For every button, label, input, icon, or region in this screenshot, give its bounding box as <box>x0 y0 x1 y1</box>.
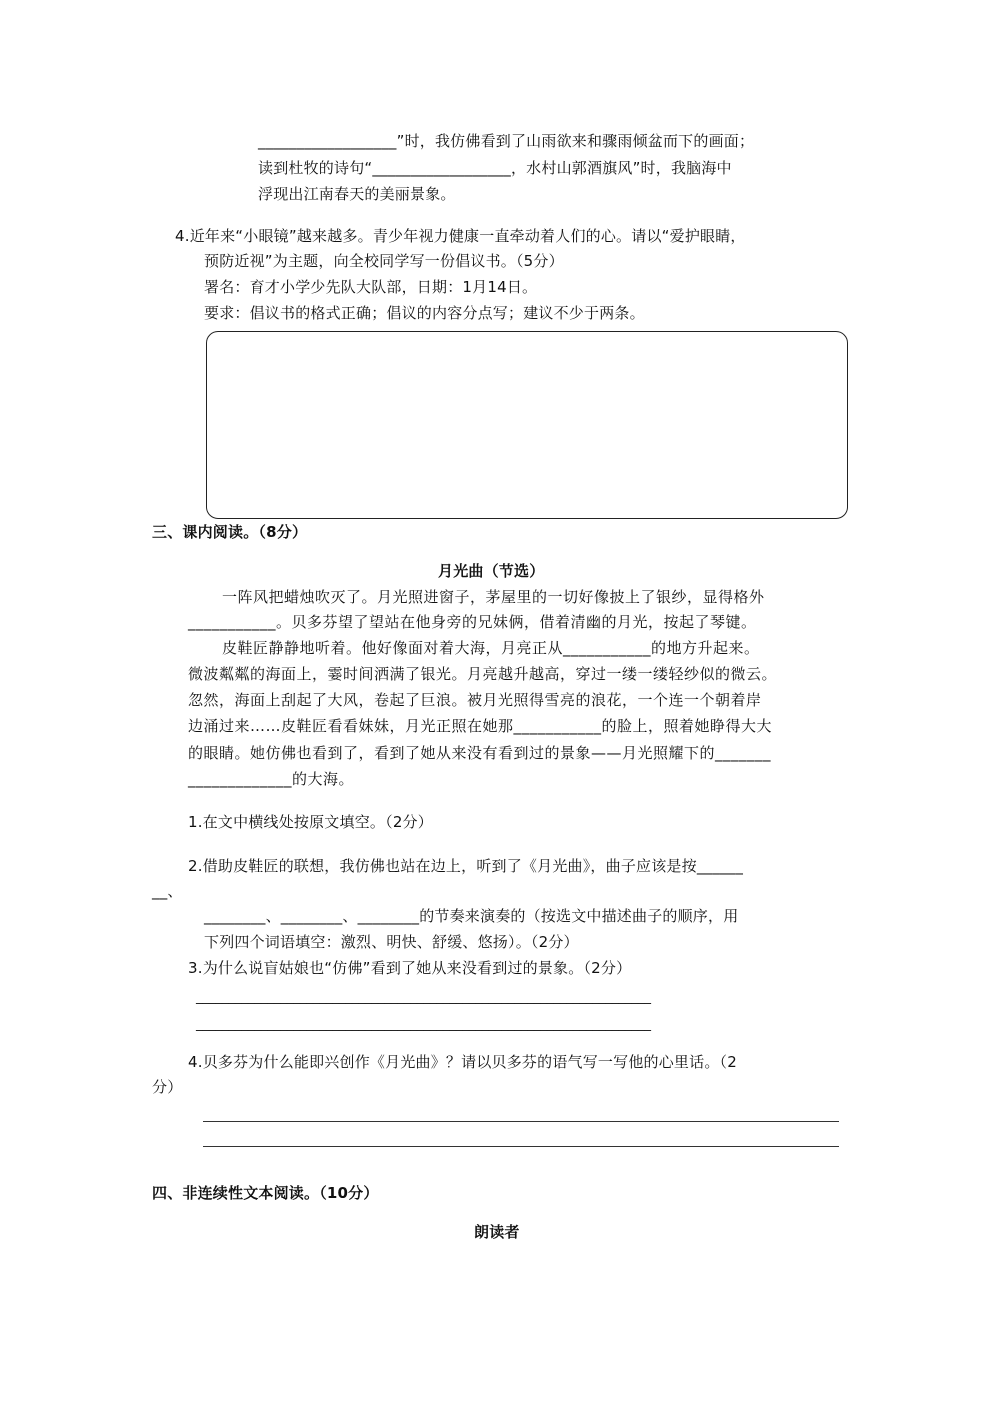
proposal-question-line-2: 预防近视”为主题，向全校同学写一份倡议书。（5分） <box>204 252 564 270</box>
question-2-line-4: 下列四个词语填空：激烈、明快、舒缓、悠扬）。（2分） <box>204 933 579 951</box>
question-2-line-3: ________、________、________的节奏来演奏的（按选文中描述曲子的顺序，用 <box>204 907 739 925</box>
passage-line: 一阵风把蜡烛吹灭了。月光照进窗子，茅屋里的一切好像披上了银纱，显得格外 <box>222 588 765 606</box>
question-4-line-2: 分） <box>152 1078 183 1096</box>
poem-question-line-1: __________________”时，我仿佛看到了山雨欲来和骤雨倾盆而下的画面； <box>258 132 755 150</box>
passage-line: 忽然，海面上刮起了大风，卷起了巨浪。被月光照得雪亮的浪花，一个连一个朝着岸 <box>188 691 762 709</box>
question-2-line-2: __、 <box>152 882 183 900</box>
passage-title: 月光曲（节选） <box>438 562 545 580</box>
section-4-title: 朗读者 <box>474 1223 520 1241</box>
proposal-answer-box[interactable] <box>206 331 848 519</box>
question-4-line-1: 4.贝多芬为什么能即兴创作《月光曲》？请以贝多芬的语气写一写他的心里话。（2 <box>188 1053 737 1071</box>
question-4-answer-line[interactable] <box>203 1146 839 1147</box>
question-1: 1.在文中横线处按原文填空。（2分） <box>188 813 433 831</box>
passage-line: _____________的大海。 <box>188 770 355 788</box>
question-3-answer-line[interactable]: ______________________________________________________________________ <box>196 1017 651 1032</box>
section-3-heading: 三、课内阅读。（8分） <box>152 523 308 541</box>
passage-line: 的眼睛。她仿佛也看到了，看到了她从来没有看到过的景象——月光照耀下的_______ <box>188 744 772 762</box>
proposal-requirement: 要求：倡议书的格式正确；倡议的内容分点写；建议不少于两条。 <box>204 304 645 322</box>
poem-question-line-3: 浮现出江南春天的美丽景象。 <box>258 185 456 203</box>
passage-line: 皮鞋匠静静地听着。他好像面对着大海，月亮正从___________的地方升起来。 <box>222 639 760 657</box>
passage-line: 微波粼粼的海面上，霎时间洒满了银光。月亮越升越高，穿过一缕一缕轻纱似的微云。 <box>188 665 778 683</box>
section-4-heading: 四、非连续性文本阅读。（10分） <box>152 1184 379 1202</box>
question-2-line-1: 2.借助皮鞋匠的联想，我仿佛也站在边上，听到了《月光曲》，曲子应该是按______ <box>188 857 744 875</box>
question-4-answer-line[interactable] <box>203 1121 839 1122</box>
poem-question-line-2: 读到杜牧的诗句“__________________，水村山郭酒旗风”时，我脑海中 <box>258 159 732 177</box>
proposal-question-line-1: 4.近年来“小眼镜”越来越多。青少年视力健康一直牵动着人们的心。请以“爱护眼睛， <box>175 227 746 245</box>
question-3: 3.为什么说盲姑娘也“仿佛”看到了她从来没看到过的景象。（2分） <box>188 959 632 977</box>
proposal-signature: 署名：育才小学少先队大队部，日期：1月14日。 <box>204 278 538 296</box>
question-3-answer-line[interactable]: ______________________________________________________________________ <box>196 990 651 1005</box>
passage-line: ___________。贝多芬望了望站在他身旁的兄妹俩，借着清幽的月光，按起了琴键。 <box>188 613 757 631</box>
passage-line: 边涌过来……皮鞋匠看看妹妹，月光正照在她那___________的脸上，照着她睁得大大 <box>188 717 773 735</box>
